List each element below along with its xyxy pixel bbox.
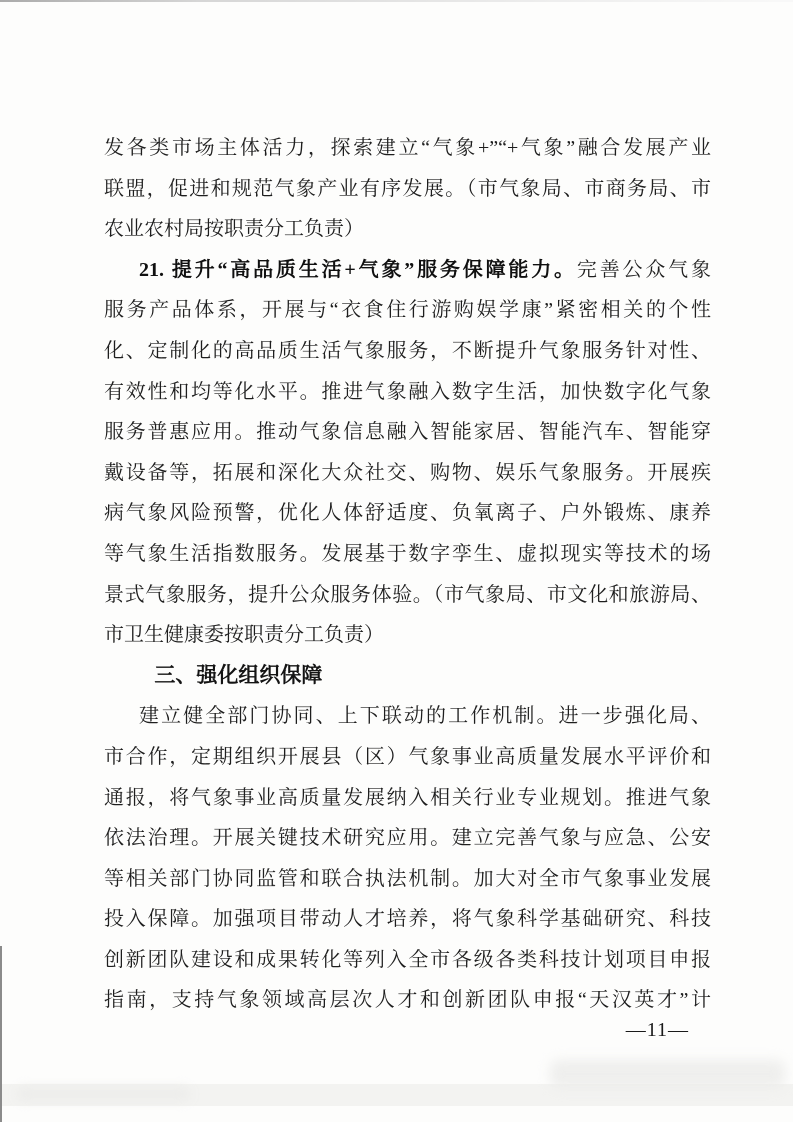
text-line [104,778,711,819]
text-segment: 投入保障。加强项目带动人才培养，将气象科学基础研究、科技 [104,908,711,931]
text-line [104,818,711,859]
scan-artifact-watermark-right [550,1060,785,1088]
text-segment: 化、定制化的高品质生活气象服务，不断提升气象服务针对性、 [104,339,711,362]
text-segment: 三、强化组织保障 [154,663,323,687]
text-line [104,169,711,210]
text-segment: 市合作，定期组织开展县（区）气象事业高质量发展水平评价和 [104,745,711,768]
text-segment: 通报，将气象事业高质量发展纳入相关行业专业规划。推进气象 [104,786,711,809]
text-segment: 发各类市场主体活力，探索建立“气象+”“+气象”融合发展产业 [104,137,711,159]
text-line [104,615,711,656]
text-line [104,250,711,291]
text-segment: 等相关部门协同监管和联合执法机制。加大对全市气象事业发展 [104,867,711,890]
text-segment: 完善公众气象 [576,258,711,281]
text-segment: 戴设备等，拓展和深化大众社交、购物、娱乐气象服务。开展疾 [104,461,711,484]
text-segment: 指南，支持气象领域高层次人才和创新团队申报“天汉英才”计 [104,989,711,1012]
text-line [104,534,711,575]
text-line [104,980,711,1021]
text-segment: 景式气象服务，提升公众服务体验。（市气象局、市文化和旅游局、 [104,583,711,606]
text-segment: 联盟，促进和规范气象产业有序发展。（市气象局、市商务局、市 [104,177,711,200]
text-block [104,128,711,1021]
text-segment: 建立健全部门协同、上下联动的工作机制。进一步强化局、 [139,705,711,728]
text-line [104,899,711,940]
text-line [104,859,711,900]
section-heading [104,656,711,697]
page-number: —11— [625,1019,689,1041]
text-line [104,372,711,413]
text-line [104,331,711,372]
text-line [104,290,711,331]
text-line [104,575,711,616]
text-segment: 创新团队建设和成果转化等列入全市各级各类科技计划项目申报 [104,948,711,971]
text-segment: 市卫生健康委按职责分工负责） [104,624,384,647]
text-segment: 服务普惠应用。推动气象信息融入智能家居、智能汽车、智能穿 [104,421,711,444]
scan-artifact-top-edge [0,0,793,2]
text-segment: 有效性和均等化水平。推进气象融入数字生活，加快数字化气象 [104,380,711,403]
text-line [104,940,711,981]
text-segment: 等气象生活指数服务。发展基于数字孪生、虚拟现实等技术的场 [104,542,711,565]
text-line [104,209,711,250]
text-line [104,493,711,534]
text-segment: 农业农村局按职责分工负责） [104,218,364,241]
text-line [104,737,711,778]
text-line [104,453,711,494]
text-line [104,128,711,169]
item-title: 21. 提升“高品质生活+气象”服务保障能力。 [139,258,577,281]
text-segment: 服务产品体系，开展与“衣食住行游购娱学康”紧密相关的个性 [104,299,711,322]
text-line [104,696,711,737]
scan-artifact-watermark-left [16,1086,191,1102]
text-line [104,412,711,453]
text-segment: 依法治理。开展关键技术研究应用。建立完善气象与应急、公安 [104,827,711,850]
text-segment: 病气象风险预警，优化人体舒适度、负氧离子、户外锻炼、康养 [104,502,711,525]
